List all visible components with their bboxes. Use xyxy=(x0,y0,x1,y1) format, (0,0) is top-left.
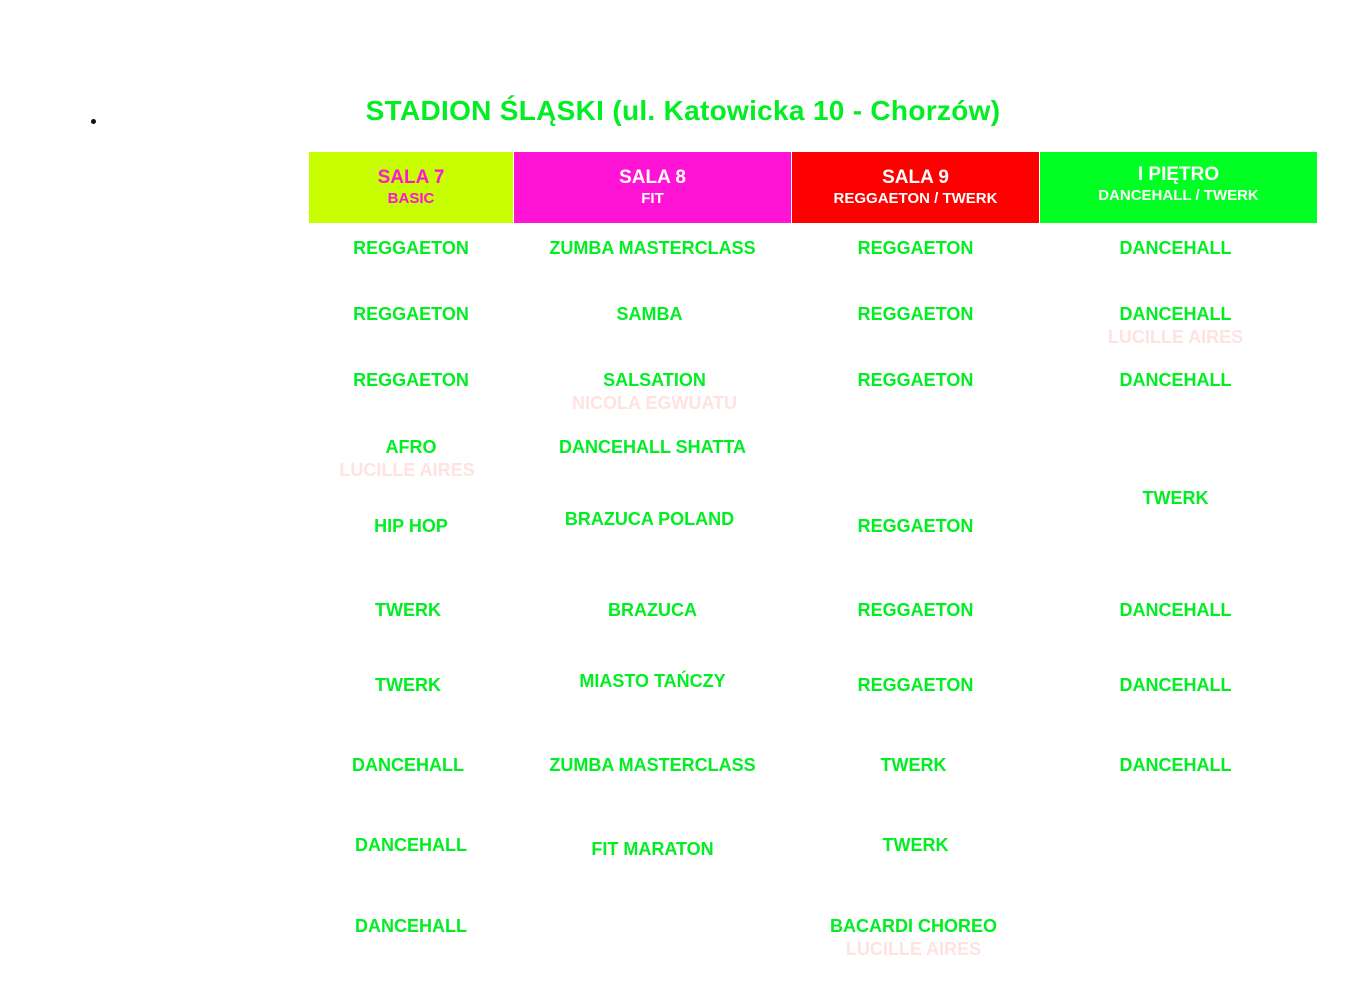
class-cell xyxy=(514,236,791,260)
class-cell xyxy=(306,598,510,622)
class-name: DANCEHALL xyxy=(355,916,467,936)
instructor-name: LUCILLE AIRES xyxy=(845,939,982,959)
class-cell xyxy=(792,302,1039,326)
class-name: ZUMBA MASTERCLASS xyxy=(549,238,756,258)
class-name: MIASTO TAŃCZY xyxy=(579,671,726,691)
class-name: REGGAETON xyxy=(353,238,469,258)
room-category: REGGAETON / TWERK xyxy=(833,189,998,207)
instructor-name: LUCILLE AIRES xyxy=(1107,327,1244,347)
class-cell xyxy=(792,598,1039,622)
room-name: SALA 9 xyxy=(882,166,949,188)
class-cell xyxy=(309,914,513,938)
class-name: REGGAETON xyxy=(353,370,469,390)
class-name: REGGAETON xyxy=(353,304,469,324)
class-name: REGGAETON xyxy=(857,238,974,258)
class-name: TWERK xyxy=(375,600,441,620)
class-name: HIP HOP xyxy=(374,516,448,536)
instructor-name: NICOLA EGWUATU xyxy=(572,393,737,413)
class-name: SALSATION xyxy=(603,370,706,390)
class-cell xyxy=(1037,236,1314,260)
class-name: FIT MARATON xyxy=(591,839,714,859)
class-cell xyxy=(514,837,791,861)
class-name: REGGAETON xyxy=(857,370,974,390)
class-name: TWERK xyxy=(375,675,441,695)
class-name: REGGAETON xyxy=(857,600,974,620)
class-name: DANCEHALL xyxy=(352,755,464,775)
room-name: SALA 8 xyxy=(619,166,686,188)
class-cell xyxy=(306,673,510,697)
room-header-sala-9 xyxy=(792,152,1039,223)
class-cell xyxy=(514,435,791,459)
page-title: STADION ŚLĄSKI (ul. Katowicka 10 - Chorzów) xyxy=(365,95,1001,126)
class-name: DANCEHALL xyxy=(1119,238,1232,258)
class-cell xyxy=(305,435,509,481)
class-cell xyxy=(1037,486,1314,510)
class-name: DANCEHALL xyxy=(355,835,467,855)
class-cell xyxy=(792,236,1039,260)
class-cell xyxy=(790,753,1037,777)
class-name: TWERK xyxy=(882,835,949,855)
class-name: TWERK xyxy=(1142,488,1209,508)
room-header-i-pietro xyxy=(1040,152,1317,223)
class-name: BRAZUCA POLAND xyxy=(564,509,735,529)
class-cell xyxy=(514,598,791,622)
class-name: SAMBA xyxy=(616,304,683,324)
room-category: DANCEHALL / TWERK xyxy=(1098,186,1259,204)
class-cell xyxy=(516,368,793,414)
instructor-name: LUCILLE AIRES xyxy=(339,460,475,480)
room-name: SALA 7 xyxy=(377,166,445,188)
class-cell xyxy=(1037,368,1314,392)
class-cell xyxy=(309,514,513,538)
class-name: TWERK xyxy=(880,755,947,775)
room-category: FIT xyxy=(641,189,664,207)
class-cell xyxy=(514,669,791,693)
room-category: BASIC xyxy=(387,189,435,207)
class-cell xyxy=(309,236,513,260)
class-cell xyxy=(309,368,513,392)
class-cell xyxy=(1037,753,1314,777)
room-name: I PIĘTRO xyxy=(1137,163,1220,185)
class-cell xyxy=(1037,302,1314,348)
class-cell xyxy=(1037,673,1314,697)
class-cell xyxy=(309,302,513,326)
class-cell xyxy=(792,368,1039,392)
class-name: DANCEHALL xyxy=(1119,755,1232,775)
class-cell xyxy=(511,302,788,326)
class-name: REGGAETON xyxy=(857,675,974,695)
class-cell xyxy=(309,833,513,857)
class-cell xyxy=(511,507,788,531)
class-cell xyxy=(790,914,1037,960)
class-cell xyxy=(306,753,510,777)
room-header-sala-7 xyxy=(309,152,513,223)
class-name: DANCEHALL xyxy=(1119,304,1232,324)
class-name: DANCEHALL SHATTA xyxy=(559,437,746,457)
class-name: REGGAETON xyxy=(857,304,974,324)
class-cell xyxy=(792,514,1039,538)
class-name: DANCEHALL xyxy=(1119,370,1232,390)
class-cell xyxy=(1037,598,1314,622)
class-cell xyxy=(792,833,1039,857)
class-name: BRAZUCA xyxy=(608,600,697,620)
class-cell xyxy=(514,753,791,777)
class-name: ZUMBA MASTERCLASS xyxy=(549,755,756,775)
class-name: AFRO xyxy=(385,437,437,457)
class-name: DANCEHALL xyxy=(1119,675,1232,695)
class-name: BACARDI CHOREO xyxy=(829,916,997,936)
class-name: DANCEHALL xyxy=(1119,600,1232,620)
class-name: REGGAETON xyxy=(857,516,974,536)
room-header-sala-8 xyxy=(514,152,791,223)
class-cell xyxy=(792,673,1039,697)
